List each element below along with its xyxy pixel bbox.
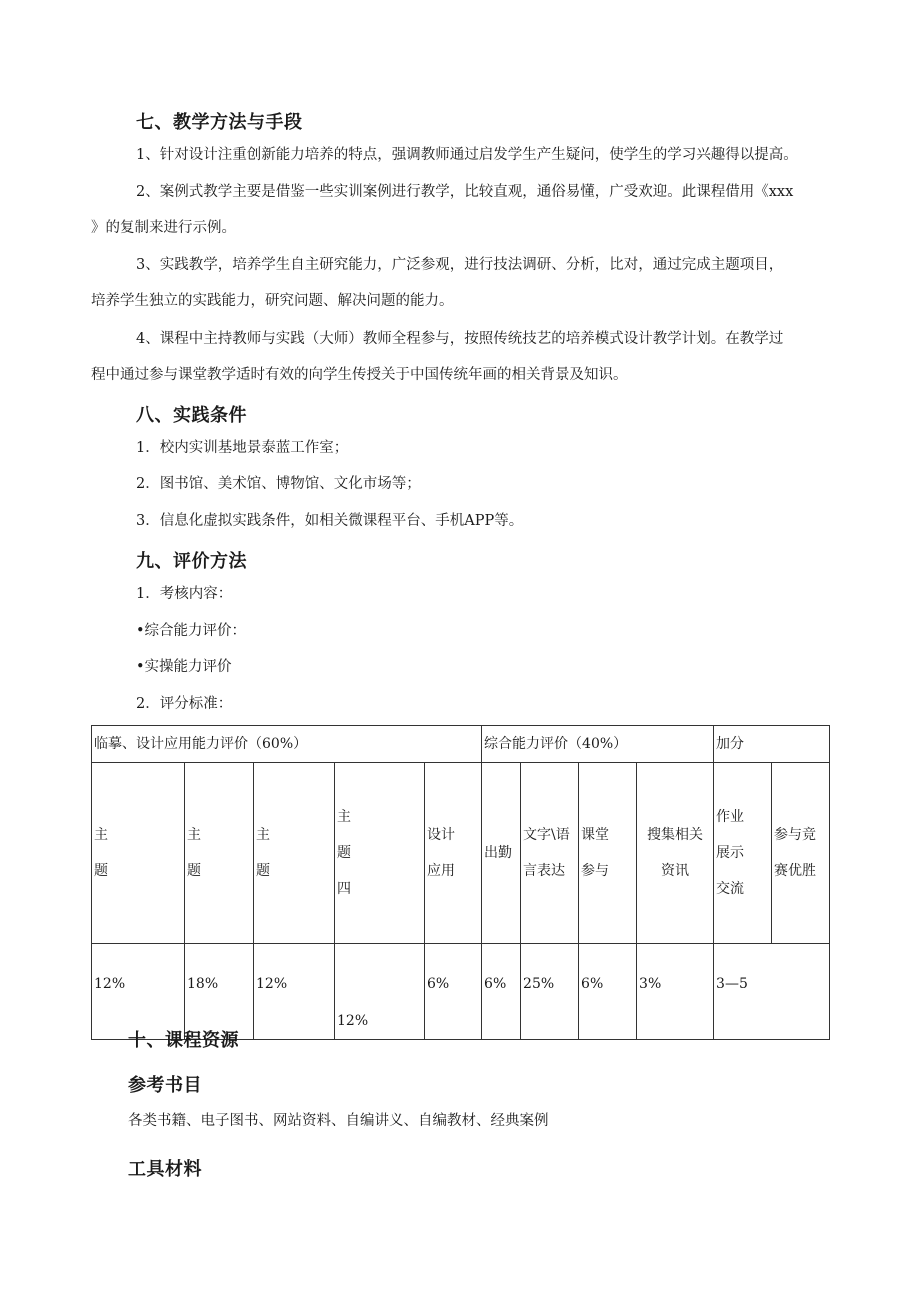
s9-bullet-1: •综合能力评价： bbox=[136, 623, 247, 639]
value-design-application: 6% bbox=[425, 944, 482, 1040]
scoring-table bbox=[91, 725, 830, 1040]
col-header-theme-3 bbox=[254, 763, 335, 944]
s7-paragraph-2-line-1: 2、案例式教学主要是借鉴一些实训案例进行教学，比较直观，通俗易懂，广受欢迎。此课程借用《xxx bbox=[136, 184, 794, 200]
s9-bullet-2: •实操能力评价 bbox=[136, 659, 232, 675]
value-theme-3: 12% bbox=[254, 944, 335, 1040]
header-text: 参与 bbox=[581, 863, 610, 879]
reference-books-heading: 参考书目 bbox=[128, 1075, 202, 1096]
s9-item-2: 2．评分标准： bbox=[136, 696, 233, 712]
col-header-class-participation bbox=[579, 763, 637, 944]
header-text: 文字\语 bbox=[523, 827, 570, 843]
header-text: 作业 bbox=[716, 809, 745, 825]
value-theme-2: 18% bbox=[185, 944, 254, 1040]
group-header-bonus: 加分 bbox=[714, 726, 830, 763]
header-text: 题 bbox=[187, 863, 201, 879]
header-text: 搜集相关 bbox=[647, 827, 704, 843]
header-text: 课堂 bbox=[581, 827, 610, 843]
section-10-title: 十、课程资源 bbox=[128, 1030, 239, 1051]
value-theme-4: 12% bbox=[335, 944, 425, 1040]
col-header-info-collection bbox=[637, 763, 714, 944]
header-text: 题 bbox=[337, 845, 351, 861]
value-info-collection: 3% bbox=[637, 944, 714, 1040]
group-header-comprehensive: 综合能力评价（40%） bbox=[482, 726, 714, 763]
s7-paragraph-1: 1、针对设计注重创新能力培养的特点，强调教师通过启发学生产生疑问，使学生的学习兴趣得以提高。 bbox=[136, 147, 798, 163]
col-header-theme-4 bbox=[335, 763, 425, 944]
header-text: 四 bbox=[337, 881, 351, 897]
value-class-participation: 6% bbox=[579, 944, 637, 1040]
s8-item-1: 1．校内实训基地景泰蓝工作室； bbox=[136, 440, 349, 456]
header-text: 赛优胜 bbox=[774, 863, 817, 879]
s7-paragraph-2-line-2: 》的复制来进行示例。 bbox=[91, 220, 236, 236]
col-header-design-application bbox=[425, 763, 482, 944]
value-attendance: 6% bbox=[482, 944, 521, 1040]
value-expression: 25% bbox=[521, 944, 579, 1040]
header-text: 题 bbox=[94, 863, 108, 879]
header-text: 设计 bbox=[427, 827, 455, 843]
header-text: 题 bbox=[256, 863, 270, 879]
section-8-title: 八、实践条件 bbox=[136, 405, 247, 426]
header-text: 参与竞 bbox=[774, 827, 817, 843]
table-header-row bbox=[92, 763, 830, 944]
col-header-expression bbox=[521, 763, 579, 944]
s7-paragraph-4-line-2: 程中通过参与课堂教学适时有效的向学生传授关于中国传统年画的相关背景及知识。 bbox=[91, 367, 628, 383]
s9-item-1: 1．考核内容： bbox=[136, 586, 233, 602]
reference-books-text: 各类书籍、电子图书、网站资料、自编讲义、自编教材、经典案例 bbox=[128, 1113, 549, 1129]
header-text: 资讯 bbox=[661, 863, 690, 879]
col-header-competition bbox=[772, 763, 830, 944]
col-header-work-exhibition bbox=[714, 763, 772, 944]
value-bonus: 3—5 bbox=[714, 944, 830, 1040]
table-group-row bbox=[92, 726, 830, 763]
section-7-title: 七、教学方法与手段 bbox=[136, 112, 303, 133]
header-text: 主 bbox=[256, 827, 270, 843]
section-9-title: 九、评价方法 bbox=[136, 551, 247, 572]
s7-paragraph-3-line-1: 3、实践教学，培养学生自主研究能力，广泛参观，进行技法调研、分析，比对，通过完成主题项目， bbox=[136, 257, 784, 273]
s7-paragraph-4-line-1: 4、课程中主持教师与实践（大师）教师全程参与，按照传统技艺的培养模式设计教学计划。在教学过 bbox=[136, 331, 784, 347]
header-text: 交流 bbox=[716, 881, 745, 897]
header-text: 应用 bbox=[427, 863, 455, 879]
header-text: 言表达 bbox=[523, 863, 566, 879]
col-header-theme-2 bbox=[185, 763, 254, 944]
s7-paragraph-3-line-2: 培养学生独立的实践能力，研究问题、解决问题的能力。 bbox=[91, 293, 454, 309]
s8-item-3: 3．信息化虚拟实践条件，如相关微课程平台、手机APP等。 bbox=[136, 513, 524, 529]
tools-materials-heading: 工具材料 bbox=[128, 1159, 202, 1180]
header-text: 主 bbox=[187, 827, 201, 843]
group-header-copy-design: 临摹、设计应用能力评价（60%） bbox=[92, 726, 482, 763]
col-header-theme-1 bbox=[92, 763, 185, 944]
s8-item-2: 2．图书馆、美术馆、博物馆、文化市场等； bbox=[136, 476, 421, 492]
header-text: 主 bbox=[337, 809, 351, 825]
header-text: 主 bbox=[94, 827, 108, 843]
value-theme-1: 12% bbox=[92, 944, 185, 1040]
header-text: 展示 bbox=[716, 845, 745, 861]
col-header-attendance: 出勤 bbox=[482, 763, 521, 944]
